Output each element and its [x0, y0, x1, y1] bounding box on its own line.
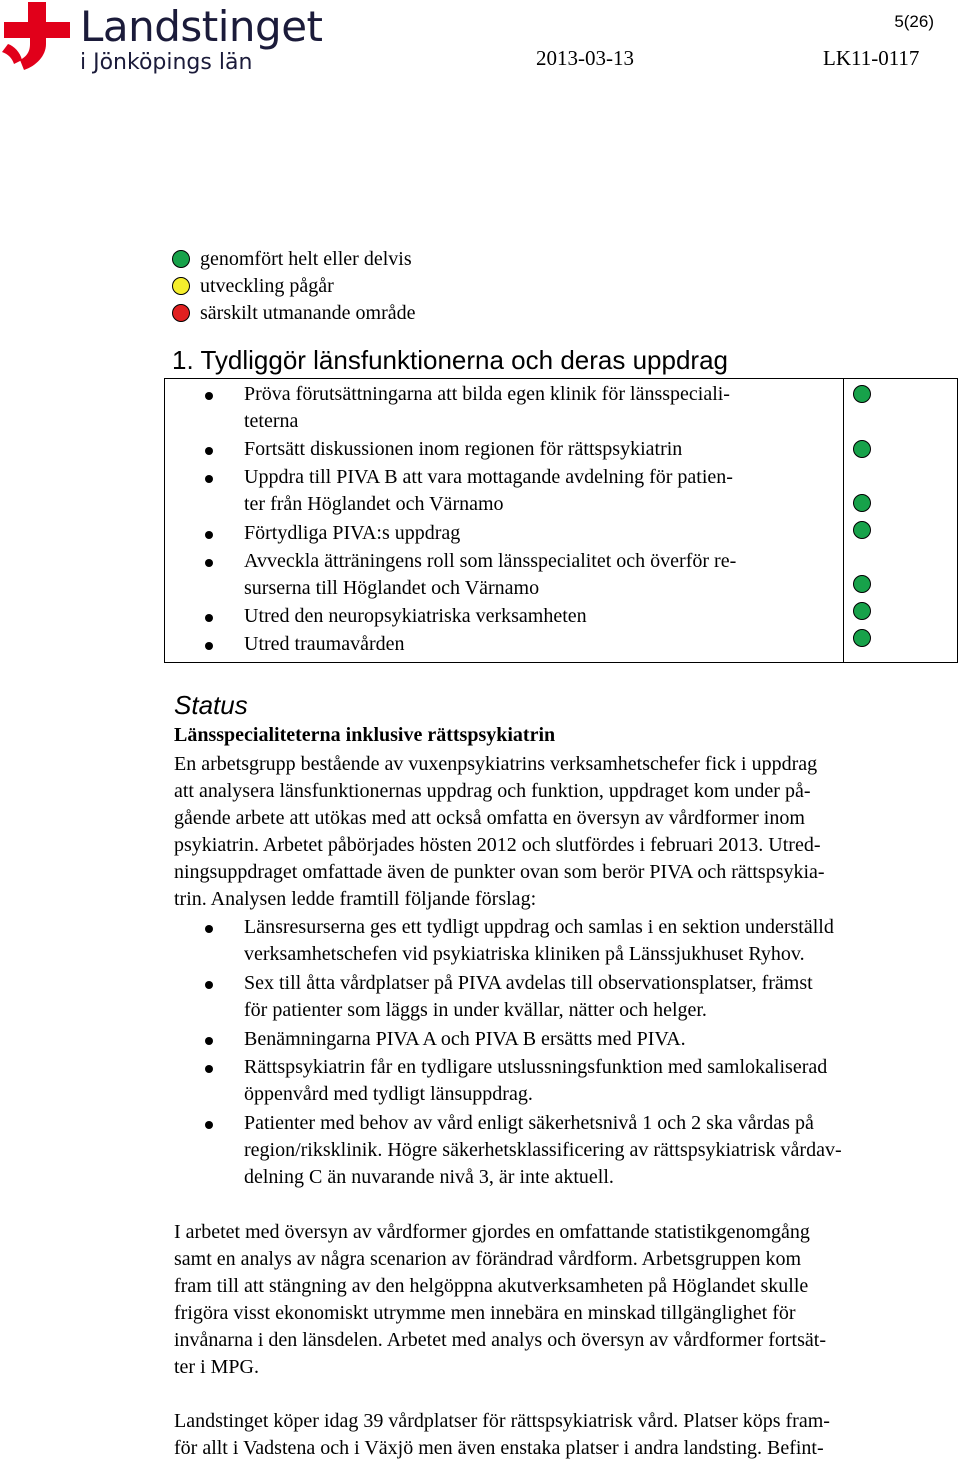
paragraph-line: för allt i Vadstena och i Växjö men även enstaka platser i andra landsting. Befint-	[174, 1437, 824, 1459]
proposal-text: region/riksklinik. Högre säkerhetsklassificering av rättspsykiatrisk vårdav-	[244, 1139, 842, 1161]
proposal-text: Rättspsykiatrin får en tydligare utslussningsfunktion med samlokaliserad	[244, 1056, 828, 1078]
logo-title: Landstinget	[80, 2, 323, 51]
bullet-icon	[205, 614, 213, 622]
green-status-icon	[172, 250, 190, 268]
green-status-icon	[853, 385, 871, 403]
paragraph-line: gående arbete att utökas med att också omfatta en översyn av vårdformer inom	[174, 807, 805, 829]
task-text: teterna	[244, 410, 299, 432]
green-status-icon	[853, 494, 871, 512]
task-text: Uppdra till PIVA B att vara mottagande avdelning för patien-	[244, 466, 733, 488]
status-subheading: Länsspecialiteterna inklusive rättspsykiatrin	[174, 724, 556, 746]
bullet-icon	[205, 559, 213, 567]
green-status-icon	[853, 521, 871, 539]
bullet-icon	[205, 531, 213, 539]
task-text: Utred traumavården	[244, 633, 405, 655]
green-status-icon	[853, 440, 871, 458]
bullet-icon	[205, 642, 213, 650]
paragraph-line: samt en analys av några scenarion av förändrad vårdform. Arbetsgruppen kom	[174, 1248, 802, 1270]
proposal-text: verksamhetschefen vid psykiatriska kliniken på Länssjukhuset Ryhov.	[244, 943, 805, 965]
paragraph-line: att analysera länsfunktionernas uppdrag och funktion, uppdraget kom under på-	[174, 780, 811, 802]
bullet-icon	[205, 475, 213, 483]
bullet-icon	[205, 1037, 213, 1045]
legend-label: genomfört helt eller delvis	[200, 247, 412, 270]
green-status-icon	[853, 602, 871, 620]
legend-label: utveckling pågår	[200, 274, 334, 297]
green-status-icon	[853, 575, 871, 593]
bullet-icon	[205, 1065, 213, 1073]
legend-item	[172, 273, 334, 299]
task-text: surserna till Höglandet och Värnamo	[244, 577, 540, 599]
proposal-text: Benämningarna PIVA A och PIVA B ersätts med PIVA.	[244, 1028, 686, 1050]
paragraph-line: psykiatrin. Arbetet påbörjades hösten 2012 och slutfördes i februari 2013. Utred-	[174, 834, 821, 856]
proposal-text: Patienter med behov av vård enligt säkerhetsnivå 1 och 2 ska vårdas på	[244, 1112, 814, 1134]
task-text: Utred den neuropsykiatriska verksamheten	[244, 605, 587, 627]
paragraph-line: En arbetsgrupp bestående av vuxenpsykiatrins verksamhetschefer fick i uppdrag	[174, 753, 818, 775]
paragraph-line: Landstinget köper idag 39 vårdplatser för rättspsykiatrisk vård. Platser köps fram-	[174, 1410, 830, 1432]
task-text: Pröva förutsättningarna att bilda egen klinik för länsspeciali-	[244, 383, 730, 405]
table-divider	[843, 379, 844, 662]
paragraph-line: I arbetet med översyn av vårdformer gjordes en omfattande statistikgenomgång	[174, 1221, 810, 1243]
paragraph-line: ter i MPG.	[174, 1356, 259, 1378]
paragraph-line: ningsuppdraget omfattade även de punkter ovan som berör PIVA och rättspsykia-	[174, 861, 825, 883]
logo-subtitle: i Jönköpings län	[80, 50, 253, 75]
red-status-icon	[172, 304, 190, 322]
legend-item	[172, 246, 412, 272]
task-text: Fortsätt diskussionen inom regionen för rättspsykiatrin	[244, 438, 683, 460]
bullet-icon	[205, 981, 213, 989]
section-title: 1. Tydliggör länsfunktionerna och deras uppdrag	[172, 345, 729, 375]
bullet-icon	[205, 392, 213, 400]
yellow-status-icon	[172, 277, 190, 295]
task-text: Förtydliga PIVA:s uppdrag	[244, 522, 461, 544]
proposal-text: Länsresurserna ges ett tydligt uppdrag och samlas i en sektion underställd	[244, 916, 834, 938]
bullet-icon	[205, 1121, 213, 1129]
paragraph-line: fram till att stängning av den helgöppna akutverksamheten på Höglandet skulle	[174, 1275, 809, 1297]
paragraph-line: invånarna i den länsdelen. Arbetet med analys och översyn av vårdformer fortsät-	[174, 1329, 826, 1351]
bullet-icon	[205, 447, 213, 455]
proposal-text: Sex till åtta vårdplatser på PIVA avdelas till observationsplatser, främst	[244, 972, 813, 994]
landstinget-logo-icon	[0, 0, 78, 75]
bullet-icon	[205, 925, 213, 933]
proposal-text: delning C än nuvarande nivå 3, är inte aktuell.	[244, 1166, 614, 1188]
paragraph-line: frigöra visst ekonomiskt utrymme men innebära en minskad tillgänglighet för	[174, 1302, 796, 1324]
proposal-text: för patienter som läggs in under kvällar, nätter och helger.	[244, 999, 707, 1021]
task-text: Avveckla ätträningens roll som länsspecialitet och överför re-	[244, 550, 737, 572]
document-date: 2013-03-13	[536, 46, 634, 70]
page-number: 5(26)	[894, 12, 934, 31]
legend-item	[172, 300, 416, 326]
document-id: LK11-0117	[823, 46, 920, 70]
legend-label: särskilt utmanande område	[200, 301, 416, 324]
status-heading: Status	[174, 690, 248, 720]
paragraph-line: trin. Analysen ledde framtill följande förslag:	[174, 888, 537, 910]
task-text: ter från Höglandet och Värnamo	[244, 493, 504, 515]
green-status-icon	[853, 629, 871, 647]
proposal-text: öppenvård med tydligt länsuppdrag.	[244, 1083, 533, 1105]
